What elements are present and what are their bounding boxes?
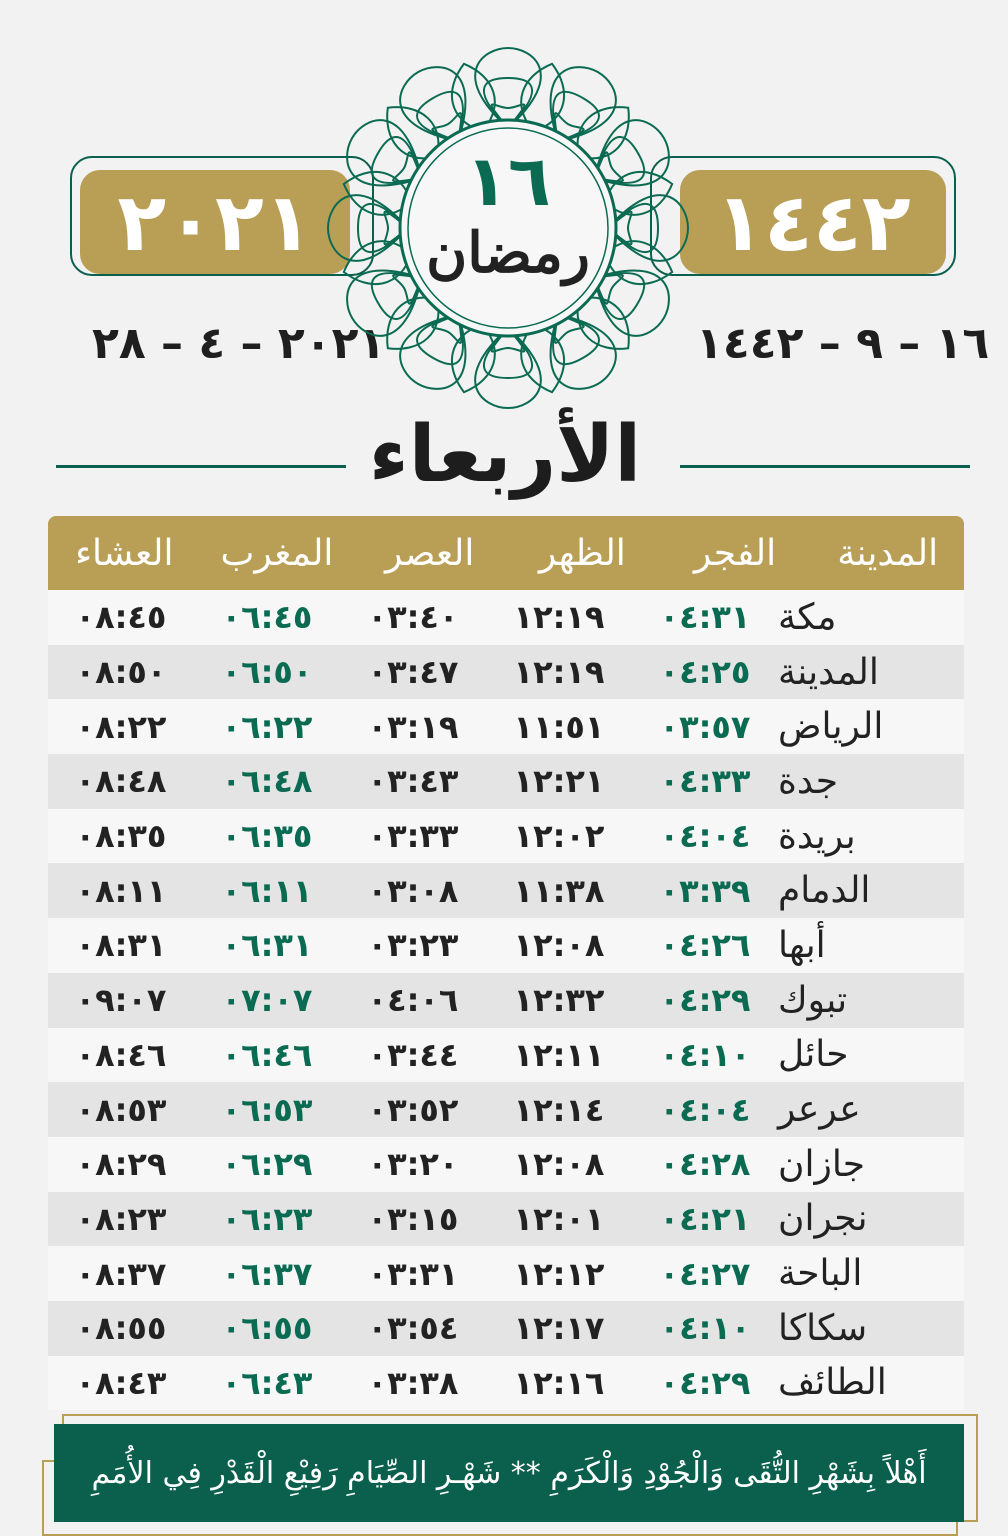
cell-maghrib: ٠٦:٣٧ [221, 1254, 313, 1293]
cell-fajr: ٠٣:٥٧ [659, 707, 751, 746]
cell-dhuhr: ١٢:٠١ [513, 1199, 605, 1238]
cell-city: الباحة [778, 1253, 863, 1295]
cell-asr: ٠٣:١٩ [367, 707, 459, 746]
cell-dhuhr: ١٢:١٢ [513, 1254, 605, 1293]
ramadan-calligraphy: رمضان [426, 220, 590, 286]
header-asr: العصر [384, 532, 475, 574]
header-maghrib: المغرب [220, 532, 334, 574]
cell-asr: ٠٣:٤٣ [367, 762, 459, 801]
cell-city: الرياض [778, 706, 884, 748]
cell-fajr: ٠٤:٢٨ [659, 1145, 751, 1184]
cell-asr: ٠٣:١٥ [367, 1199, 459, 1238]
cell-asr: ٠٣:٢٣ [367, 926, 459, 965]
cell-isha: ٠٨:٢٢ [75, 707, 167, 746]
cell-isha: ٠٨:٥٣ [75, 1090, 167, 1129]
cell-isha: ٠٨:٤٣ [75, 1363, 167, 1402]
cell-city: بريدة [778, 815, 856, 857]
table-row [48, 1301, 964, 1356]
weekday-title: الأربعاء [368, 410, 642, 500]
gregorian-year-banner: ٢٠٢١ [80, 170, 350, 274]
cell-asr: ٠٣:٣٣ [367, 817, 459, 856]
cell-isha: ٠٨:٥٠ [75, 653, 167, 692]
cell-city: جدة [778, 760, 839, 802]
table-row [48, 1192, 964, 1247]
cell-city: جازان [778, 1143, 866, 1185]
cell-city: المدينة [778, 651, 879, 693]
gregorian-date: ٢٠٢١ – ٤ – ٢٨ [92, 318, 386, 369]
cell-asr: ٠٣:٤٠ [367, 598, 459, 637]
cell-dhuhr: ١٢:١٩ [513, 598, 605, 637]
table-row [48, 1137, 964, 1192]
cell-isha: ٠٨:٢٣ [75, 1199, 167, 1238]
cell-asr: ٠٣:٤٧ [367, 653, 459, 692]
table-row [48, 1028, 964, 1083]
cell-fajr: ٠٤:١٠ [659, 1309, 751, 1348]
cell-maghrib: ٠٦:٥٠ [221, 653, 313, 692]
cell-isha: ٠٨:٣١ [75, 926, 167, 965]
cell-asr: ٠٣:٥٢ [367, 1090, 459, 1129]
cell-fajr: ٠٤:٣١ [659, 598, 751, 637]
table-row [48, 1246, 964, 1301]
cell-isha: ٠٨:٢٩ [75, 1145, 167, 1184]
cell-maghrib: ٠٦:٣١ [221, 926, 313, 965]
cell-dhuhr: ١٢:١٩ [513, 653, 605, 692]
cell-city: سكاكا [778, 1307, 868, 1349]
cell-isha: ٠٨:٣٧ [75, 1254, 167, 1293]
cell-isha: ٠٨:١١ [75, 871, 167, 910]
header-dhuhr: الظهر [538, 532, 626, 574]
cell-maghrib: ٠٦:٥٥ [221, 1309, 313, 1348]
table-row [48, 918, 964, 973]
table-row [48, 1082, 964, 1137]
cell-fajr: ٠٤:١٠ [659, 1035, 751, 1074]
cell-fajr: ٠٤:٢١ [659, 1199, 751, 1238]
table-row [48, 1356, 964, 1411]
cell-maghrib: ٠٦:٣٥ [221, 817, 313, 856]
cell-fajr: ٠٣:٣٩ [659, 871, 751, 910]
hijri-date: ١٦ – ٩ – ١٤٤٢ [696, 318, 990, 369]
cell-dhuhr: ١١:٥١ [513, 707, 605, 746]
cell-city: الطائف [778, 1362, 887, 1404]
header-fajr: الفجر [693, 532, 777, 574]
cell-asr: ٠٣:٠٨ [367, 871, 459, 910]
cell-fajr: ٠٤:٢٦ [659, 926, 751, 965]
cell-maghrib: ٠٦:٢٩ [221, 1145, 313, 1184]
cell-dhuhr: ١٢:٠٨ [513, 1145, 605, 1184]
cell-dhuhr: ١١:٣٨ [513, 871, 605, 910]
header-isha: العشاء [75, 532, 174, 574]
cell-dhuhr: ١٢:٣٢ [513, 981, 605, 1020]
table-body [48, 590, 964, 1410]
cell-fajr: ٠٤:٢٩ [659, 1363, 751, 1402]
cell-asr: ٠٣:٣١ [367, 1254, 459, 1293]
cell-asr: ٠٣:٣٨ [367, 1363, 459, 1402]
cell-isha: ٠٨:٤٨ [75, 762, 167, 801]
cell-maghrib: ٠٦:٤٣ [221, 1363, 313, 1402]
table-row [48, 973, 964, 1028]
ramadan-day-number: ١٦ [465, 140, 551, 222]
table-row [48, 590, 964, 645]
cell-city: حائل [778, 1034, 849, 1076]
divider-right [680, 465, 970, 468]
cell-isha: ٠٨:٤٥ [75, 598, 167, 637]
cell-asr: ٠٣:٢٠ [367, 1145, 459, 1184]
hijri-year-banner: ١٤٤٢ [680, 170, 946, 274]
cell-dhuhr: ١٢:١٤ [513, 1090, 605, 1129]
cell-maghrib: ٠٦:٢٣ [221, 1199, 313, 1238]
table-header [48, 516, 964, 590]
cell-dhuhr: ١٢:٢١ [513, 762, 605, 801]
cell-city: الدمام [778, 870, 871, 912]
cell-maghrib: ٠٦:٥٣ [221, 1090, 313, 1129]
cell-isha: ٠٨:٥٥ [75, 1309, 167, 1348]
cell-isha: ٠٨:٣٥ [75, 817, 167, 856]
cell-fajr: ٠٤:٢٧ [659, 1254, 751, 1293]
table-row [48, 754, 964, 809]
cell-city: أبها [778, 924, 826, 966]
cell-maghrib: ٠٦:٤٨ [221, 762, 313, 801]
cell-dhuhr: ١٢:٠٢ [513, 817, 605, 856]
cell-fajr: ٠٤:٣٣ [659, 762, 751, 801]
cell-fajr: ٠٤:٠٤ [659, 1090, 751, 1129]
cell-city: عرعر [778, 1089, 861, 1131]
cell-asr: ٠٣:٥٤ [367, 1309, 459, 1348]
cell-maghrib: ٠٦:٤٥ [221, 598, 313, 637]
cell-maghrib: ٠٦:٢٢ [221, 707, 313, 746]
cell-city: تبوك [778, 979, 848, 1021]
cell-asr: ٠٣:٤٤ [367, 1035, 459, 1074]
cell-dhuhr: ١٢:٠٨ [513, 926, 605, 965]
cell-fajr: ٠٤:٢٩ [659, 981, 751, 1020]
header-city: المدينة [837, 532, 939, 574]
footer-poem: أَهْلاً بِشَهْرِ التُّقَى وَالْجُوْدِ وَالْكَرَمِ ** شَهْـرِ الصِّيَامِ رَفِيْعِ الْقَدْرِ فِي الأُمَمِ [54, 1424, 964, 1522]
cell-fajr: ٠٤:٠٤ [659, 817, 751, 856]
table-row [48, 809, 964, 864]
cell-asr: ٠٤:٠٦ [367, 981, 459, 1020]
prayer-times-table [48, 516, 964, 1410]
table-row [48, 699, 964, 754]
cell-maghrib: ٠٦:١١ [221, 871, 313, 910]
cell-city: مكة [778, 596, 837, 638]
cell-maghrib: ٠٦:٤٦ [221, 1035, 313, 1074]
cell-maghrib: ٠٧:٠٧ [221, 981, 313, 1020]
cell-isha: ٠٨:٤٦ [75, 1035, 167, 1074]
cell-city: نجران [778, 1198, 868, 1240]
cell-fajr: ٠٤:٢٥ [659, 653, 751, 692]
cell-dhuhr: ١٢:١٦ [513, 1363, 605, 1402]
table-row [48, 863, 964, 918]
table-row [48, 645, 964, 700]
cell-isha: ٠٩:٠٧ [75, 981, 167, 1020]
cell-dhuhr: ١٢:١١ [513, 1035, 605, 1074]
cell-dhuhr: ١٢:١٧ [513, 1309, 605, 1348]
